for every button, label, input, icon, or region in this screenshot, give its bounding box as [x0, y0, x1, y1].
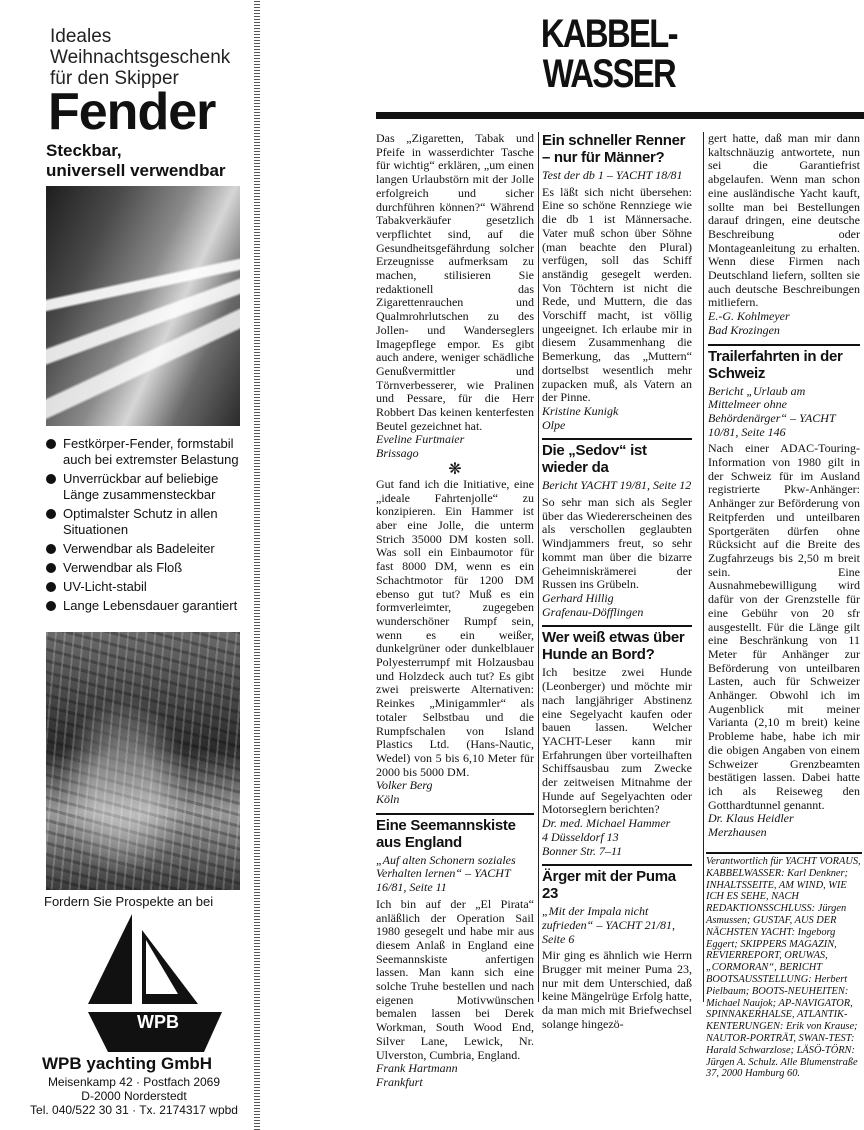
- column-1: [376, 132, 534, 1090]
- list-item: Lange Lebensdauer garantiert: [46, 598, 256, 614]
- fender-advertisement: [0, 0, 252, 1130]
- letter-headline: Eine Seemannskiste aus England: [376, 813, 534, 851]
- letter-signature: Gerhard Hillig Grafenau-Döfflingen: [542, 590, 644, 619]
- list-item: UV-Licht-stabil: [46, 579, 256, 595]
- letter-text: Nach einer ADAC-Touring-Information von 1980 gilt in der Schweiz für im Ausland registrierte Pkw-Anhänger: Anhänger zur Beförderung von Reitpferden und unteilbaren Sportgeräten dürfen ohne Rücksicht auf die Breite des Zugfahrzeugs bis 2,50 m breit sein. Eine Ausnahmebewilligung wird dafür von der Grenzstelle für eine Gebühr von 20 sfr ausgestellt. Für die Länge gilt eine Beschränkung von 11 Meter für Anhänger zur Beförderung von unteilbaren Lasten, auch für Schweizer Anhänger. Obwohl ich im Augenblick mit meiner Varianta (2,10 m breit) keine Probleme habe, habe ich mir die obigen Angaben von einem Schweizer Grenzbeamten bestätigen lassen. Dabei hatte ich als Reiseweg den Gotthardtunnel genannt.: [708, 441, 860, 812]
- separator-star-icon: ❋: [448, 460, 462, 478]
- ad-subtitle: Steckbar, universell verwendbar: [46, 141, 226, 180]
- letter-headline: Ein schneller Renner – nur für Männer?: [542, 132, 686, 166]
- list-item: Verwendbar als Badeleiter: [46, 541, 256, 557]
- letter-headline: Trailerfahrten in der Schweiz: [708, 344, 860, 382]
- letter-text: Mir ging es ähnlich wie Herrn Brugger mit meiner Puma 23, nur mit dem Unterschied, daß keine Mängelrüge Erfolg hatte, da man mich mit Briefwechsel solange hingezö-: [542, 948, 692, 1031]
- letter-reference: „Mit der Impala nicht zufrieden“ – YACHT 21/81, Seite 6: [542, 904, 675, 946]
- ad-intro: Ideales Weihnachtsgeschenk für den Skipper: [50, 26, 231, 89]
- company-address: Meisenkamp 42 · Postfach 2069 D-2000 Norderstedt Tel. 040/522 30 31 · Tx. 2174317 wpbd: [30, 1075, 238, 1117]
- letter-text: Das „Zigaretten, Tabak und Pfeife in wasserdichter Tasche für wichtig“ erklären, „um einen langen Urlaubstörn mit der Jolle erfolgreich und sicher durchführen können?“ Während Tabakverkäufer gesetzlich verpflichtet sind, auf die Gesundheitsgefährdung solcher Erzeugnisse aufmerksam zu machen, stilisieren Sie redaktionell das Zigarettenrauchen und Qualmrohrlutschen zu des Jollen- und Wanderseglers Imagepflege empor. Es gibt auch andere, weniger schädliche Genußvermittler und Törnverbesserer, wie Pralinen und Pessare, für die Herr Robbert Das keinen kenterfesten Beutel gezeichnet hat.: [376, 131, 534, 433]
- column-divider: [538, 132, 539, 1002]
- letter-signature: Dr. med. Michael Hammer 4 Düsseldorf 13 Bonner Str. 7–11: [542, 816, 671, 858]
- ad-product-title: Fender: [48, 83, 216, 141]
- list-item: Festkörper-Fender, formstabil auch bei extremster Belastung: [46, 436, 256, 468]
- letter-signature: Volker Berg Köln: [376, 778, 433, 807]
- letter-signature: Eveline Furtmaier Brissago: [376, 432, 465, 461]
- letter-reference: Bericht „Urlaub am Mittelmeer ohne Behördenärger“ – YACHT 10/81, Seite 146: [708, 383, 836, 439]
- letter-signature: E.-G. Kohlmeyer Bad Krozingen: [708, 309, 790, 337]
- company-name: WPB yachting GmbH: [42, 1054, 213, 1073]
- masthead-rule: [376, 112, 864, 119]
- letter-text: So sehr man sich als Segler über das Wiedererscheinen des als verschollen geglaubten Windjammers freut, so sehr kommt man über die bizarre Geheimniskrämerei der Russen ins Grübeln.: [542, 495, 692, 592]
- editorial-credits: Verantwortlich für YACHT VORAUS, KABBELWASSER: Karl Denkner; INHALTSSEITE, AM WIND, WIE ICH ES SEHE, NACH REDAKTIONSSCHLUSS: Jürgen Asmussen; GUSTAF, AUS DER NÄCHSTEN YACHT: Ingeborg Eggert; SKIPPERS MAGAZIN, REVIERREPORT, ORUWAS, „CORMORAN“, BERICHT BOOTSAUSSTELLUNG: Herbert Pielbaum; BOOTS-NEUHEITEN: Michael Naujok; AP-NAVIGATOR, SPINNAKERHALSE, ATLANTIK-KENTERUNGEN: Erik von Krause; NAUTOR-PORTRÄT, SWAN-TEST: Harald Schwarzlose; LÄSÖ-TÖRN: Jürgen A. Schulz. Alle Blumenstraße 37, 2000 Hamburg 60.: [706, 852, 862, 1080]
- logo-text: WPB: [137, 1012, 179, 1032]
- letter-reference: „Auf alten Schonern soziales Verhalten lernen“ – YACHT 16/81, Seite 11: [376, 852, 516, 895]
- letter-text: Ich besitze zwei Hunde (Leonberger) und möchte mir nach langjähriger Abstinenz eine Segelyacht kaufen oder bauen lassen. Welcher YACHT-Leser kann mir Erfahrungen über vorteilhaften Schiffsausbau zum Zwecke der zeitweisen Mitnahme der Hunde auf Segelyachten oder Motorseglern berichten?: [542, 665, 692, 817]
- letter-text: Gut fand ich die Initiative, eine „ideale Fahrtenjolle“ zu konzipieren. Ein Hammer ist aber eine Jolle, die unterm Strich 35000 DM kosten soll. Was soll ein Einbaumotor für fast 8000 DM, wenn es ein Schachtmotor für 1200 DM ebenso gut tut? Muß es ein formverleimter, zugegeben wunderschöner Rumpf sein, wenn es ein weißer, dunkelgrüner oder dunkelblauer Polyesterrumpf mit Holzausbau und Holzdeck auch tut? Es gibt zwei preiswerte Alternativen: Reinkes „Minigammler“ als totaler Selbstbau und die Rumpfschalen von Island Plastics Ltd. (Hans-Nautic, Wedel) von 5 bis 6,10 Meter für 2000 bis 5000 DM.: [376, 476, 534, 779]
- letter-signature: Dr. Klaus Heidler Merzhausen: [708, 811, 794, 840]
- feature-list: [46, 436, 256, 617]
- sailboat-logo-icon: [80, 912, 230, 1072]
- letter-headline: Wer weiß etwas über Hunde an Bord?: [542, 625, 692, 663]
- letter-headline: Die „Sedov“ ist wieder da: [542, 438, 692, 476]
- letter-headline: Ärger mit der Puma 23: [542, 864, 692, 902]
- section-masthead: KABBEL- WASSER: [540, 12, 677, 96]
- letter-signature: Kristine Kunigk Olpe: [542, 403, 619, 432]
- ad-call-to-action: Fordern Sie Prospekte an bei: [44, 894, 214, 909]
- letter-text: Es läßt sich nicht übersehen: Eine so schöne Rennziege wie die db 1 ist Männersache. Vater muß schon über Söhne (man beachte den Plural) verfügen, soll das Schiff anständig gesegelt werden. Von Töchtern ist nicht die Rede, und Muttern, die das Vorschiff macht, ist völlig ungeeignet. Ich erlaube mir in diesem Zusammenhang die Bemerkung, das „Muttern“ dortselbst wesentlich mehr zupacken muß, als Vatern an der Pinne.: [542, 184, 692, 405]
- fender-photo: [46, 186, 240, 426]
- column-divider: [703, 132, 704, 1002]
- list-item: Unverrückbar auf beliebige Länge zusammensteckbar: [46, 471, 256, 503]
- letter-signature: Frank Hartmann Frankfurt: [376, 1061, 458, 1089]
- column-3: [708, 132, 860, 840]
- letter-reference: Test der db 1 – YACHT 18/81: [542, 168, 683, 182]
- list-item: Optimalster Schutz in allen Situationen: [46, 506, 256, 538]
- letter-text: gert hatte, daß man mir dann kaltschnäuzig antwortete, nun sei die Garantiefrist abgelaufen. Wenn man schon eine ausländische Yacht kauft, sollte man bei Bestellungen darauf dringen, eine deutsche Beschreibung oder Montageanleitung zu erhalten. Wenn diese Firmen nach Deutschland liefern, sollten sie auch deutsche Beschreibungen mitliefern.: [708, 131, 860, 310]
- letter-reference: Bericht YACHT 19/81, Seite 12: [542, 478, 692, 493]
- page-gutter-line: [254, 0, 260, 1130]
- raft-photo: [46, 632, 240, 890]
- letter-text: Ich bin auf der „El Pirata“ anläßlich der Operation Sail 1980 gesegelt und habe mir aus diesem Anlaß in England eine Seemannskiste anfertigen lassen. Man kann sich eine solche Truhe bestellen und nach eigenen Motivwünschen bemalen lassen bei Derek Workman, South Wood End, Silver Lane, Lewick, Nr. Ulverston, Cumbria, England.: [376, 896, 534, 1062]
- list-item: Verwendbar als Floß: [46, 560, 256, 576]
- column-2: [542, 132, 692, 1032]
